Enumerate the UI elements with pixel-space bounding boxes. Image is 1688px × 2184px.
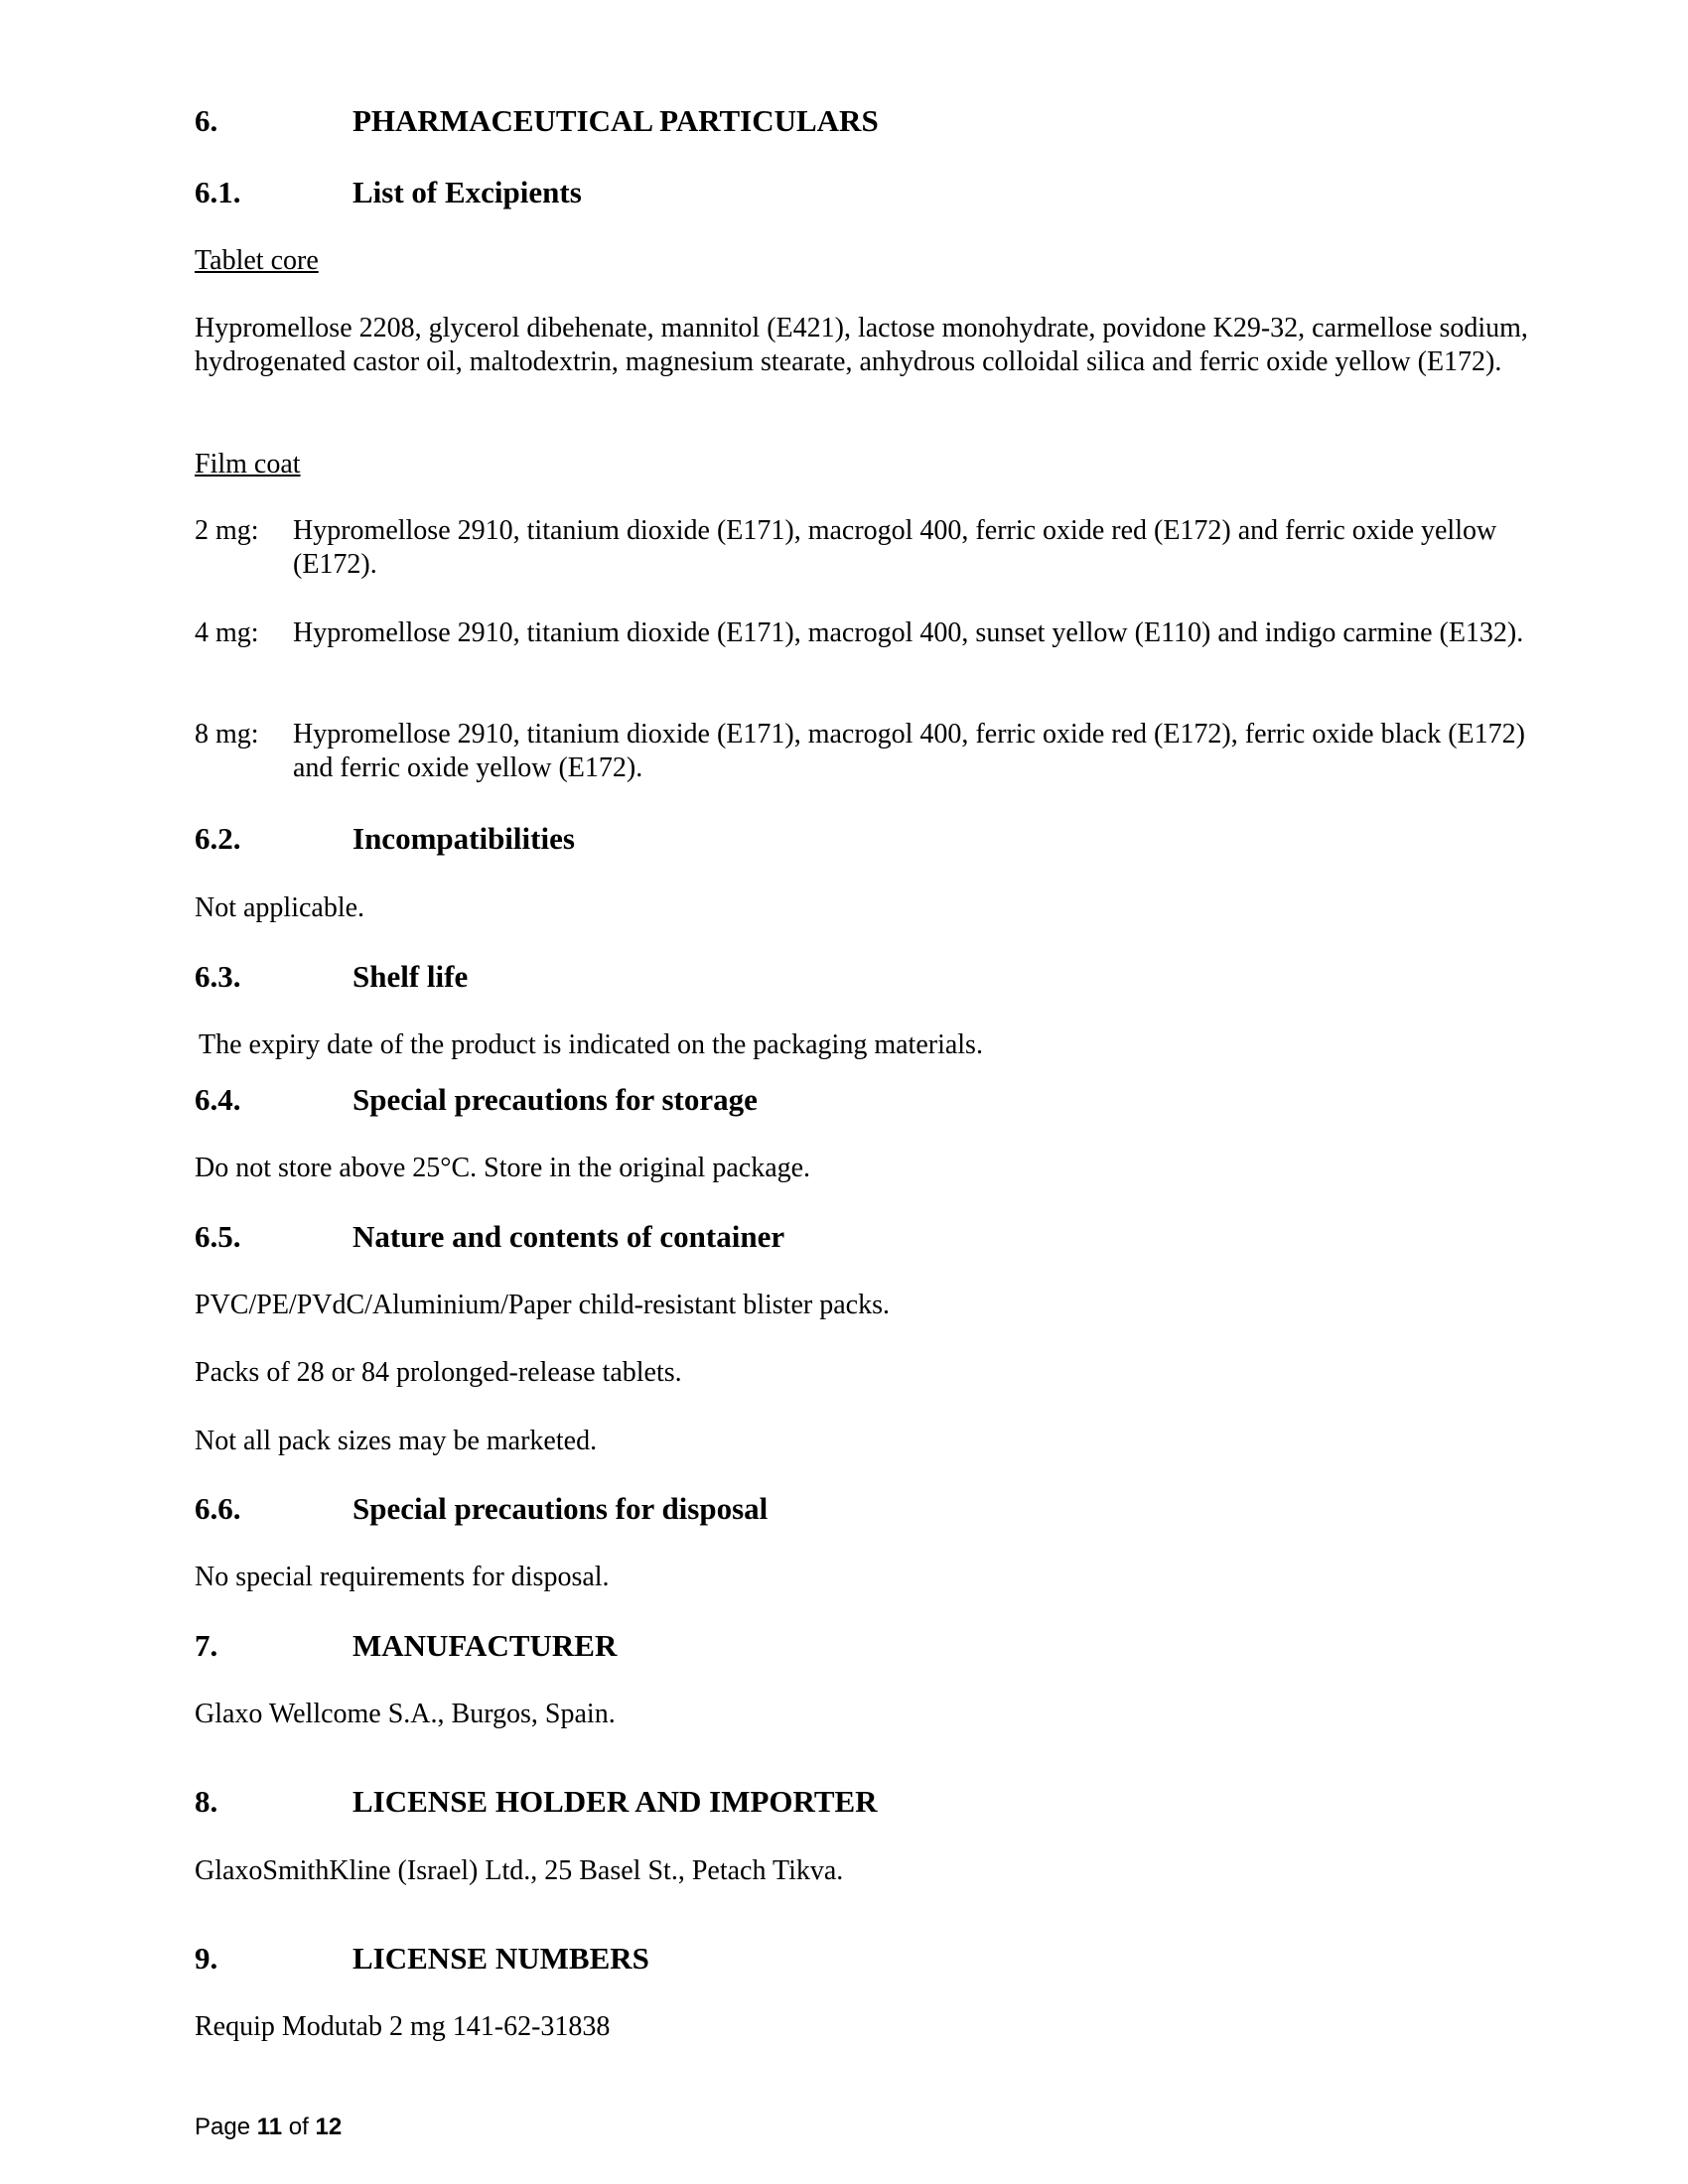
section-number: 6. bbox=[195, 103, 218, 138]
section-title: LICENSE NUMBERS bbox=[352, 1941, 649, 1976]
section-title: List of Excipients bbox=[352, 175, 582, 209]
section-title: Special precautions for disposal bbox=[352, 1491, 769, 1526]
dose-text: Hypromellose 2910, titanium dioxide (E171), macrogol 400, ferric oxide red (E172) and ferric oxide yellow (E172). bbox=[293, 515, 1497, 580]
section-title: Special precautions for storage bbox=[352, 1082, 758, 1117]
page-footer bbox=[195, 2113, 342, 2142]
section-7-text: Glaxo Wellcome S.A., Burgos, Spain. bbox=[195, 1699, 616, 1729]
dose-label: 8 mg: bbox=[195, 719, 259, 750]
dose-text: Hypromellose 2910, titanium dioxide (E171), macrogol 400, ferric oxide red (E172), ferric oxide black (E172) and ferric oxide yellow (E172). bbox=[293, 719, 1525, 783]
section-number: 6.6. bbox=[195, 1491, 241, 1526]
section-6-6-text: No special requirements for disposal. bbox=[195, 1562, 610, 1592]
dose-text: Hypromellose 2910, titanium dioxide (E171), macrogol 400, sunset yellow (E110) and indigo carmine (E132). bbox=[293, 617, 1524, 648]
section-6-5-text-1: PVC/PE/PVdC/Aluminium/Paper child-resistant blister packs. bbox=[195, 1290, 890, 1320]
section-9-text: Requip Modutab 2 mg 141-62-31838 bbox=[195, 2011, 611, 2042]
section-title: Shelf life bbox=[352, 959, 469, 994]
dose-label: 2 mg: bbox=[195, 515, 259, 546]
tablet-core-label: Tablet core bbox=[195, 245, 319, 276]
page-word: Page bbox=[195, 2114, 251, 2140]
section-6-5-text-3: Not all pack sizes may be marketed. bbox=[195, 1426, 598, 1456]
dose-label: 4 mg: bbox=[195, 617, 259, 648]
section-number: 8. bbox=[195, 1784, 218, 1819]
section-number: 6.2. bbox=[195, 821, 241, 856]
section-6-2-text: Not applicable. bbox=[195, 892, 365, 923]
section-6-3-text: The expiry date of the product is indicated on the packaging materials. bbox=[199, 1029, 983, 1060]
section-number: 7. bbox=[195, 1628, 218, 1663]
current-page-number: 11 bbox=[256, 2114, 283, 2140]
section-number: 6.4. bbox=[195, 1082, 241, 1117]
section-title: LICENSE HOLDER AND IMPORTER bbox=[352, 1784, 878, 1819]
total-page-number: 12 bbox=[315, 2114, 343, 2140]
section-6-5-text-2: Packs of 28 or 84 prolonged-release tablets. bbox=[195, 1357, 682, 1388]
section-title: MANUFACTURER bbox=[352, 1628, 618, 1663]
section-number: 6.5. bbox=[195, 1219, 241, 1254]
section-number: 6.1. bbox=[195, 175, 241, 209]
of-word: of bbox=[288, 2114, 309, 2140]
section-title: PHARMACEUTICAL PARTICULARS bbox=[352, 103, 879, 138]
film-coat-label: Film coat bbox=[195, 449, 301, 479]
section-title: Nature and contents of container bbox=[352, 1219, 785, 1254]
tablet-core-text: Hypromellose 2208, glycerol dibehenate, mannitol (E421), lactose monohydrate, povidone K29-32, carmellose sodium, hydrogenated castor oil, maltodextrin, magnesium stearate, anhydrous colloidal silica and ferric oxide yellow (E172). bbox=[195, 313, 1528, 377]
section-8-text: GlaxoSmithKline (Israel) Ltd., 25 Basel St., Petach Tikva. bbox=[195, 1855, 844, 1886]
section-6-4-text: Do not store above 25°C. Store in the original package. bbox=[195, 1153, 811, 1183]
section-title: Incompatibilities bbox=[352, 821, 575, 856]
section-number: 6.3. bbox=[195, 959, 241, 994]
section-number: 9. bbox=[195, 1941, 218, 1976]
